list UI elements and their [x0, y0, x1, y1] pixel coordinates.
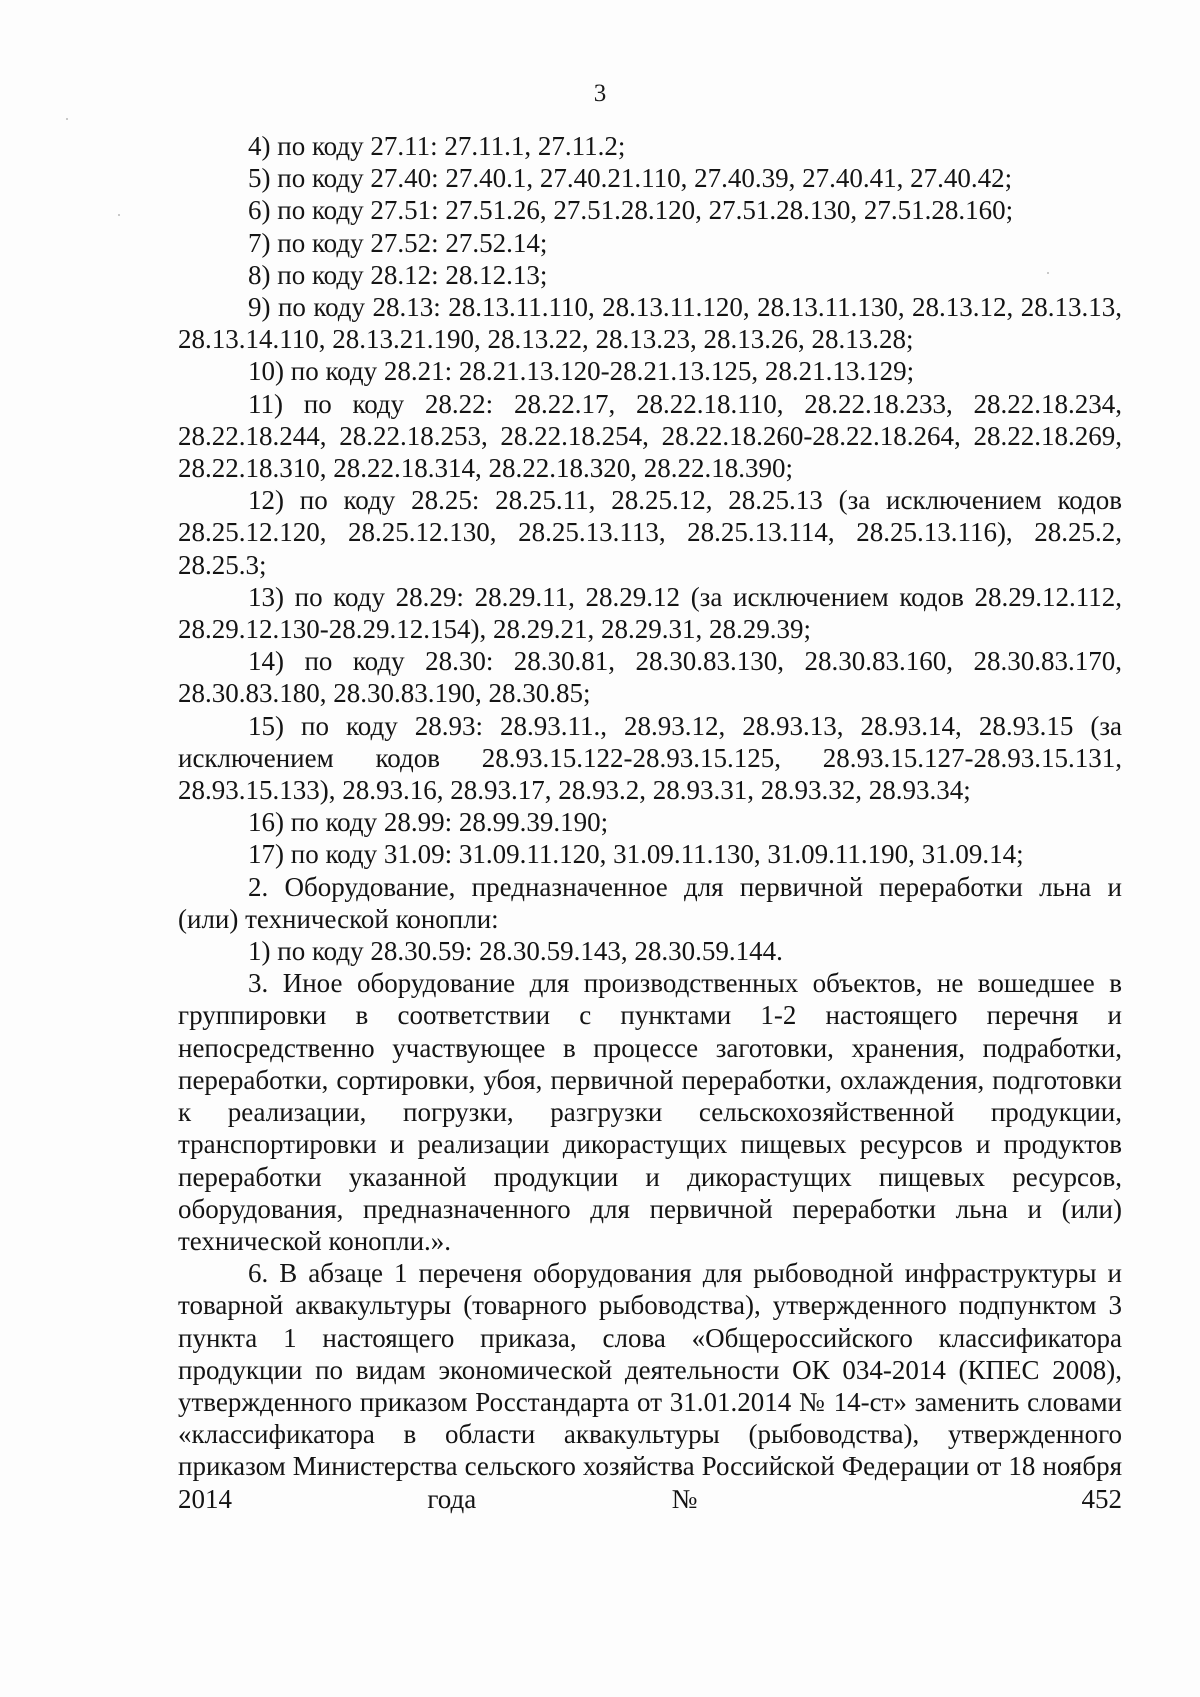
list-item: 13) по коду 28.29: 28.29.11, 28.29.12 (за исключением кодов 28.29.12.112, 28.29.12.130-28.29.12.154), 28.29.21, 28.29.31, 28.29.39;	[178, 581, 1122, 645]
list-item: 17) по коду 31.09: 31.09.11.120, 31.09.11.130, 31.09.11.190, 31.09.14;	[248, 839, 1024, 870]
list-item: 15) по коду 28.93: 28.93.11., 28.93.12, 28.93.13, 28.93.14, 28.93.15 (за исключением кодов 28.93.15.122-28.93.15.125, 28.93.15.127-28.93.15.131, 28.93.15.133), 28.93.16, 28.93.17, 28.93.2, 28.93.31, 28.93.32, 28.93.34;	[178, 710, 1122, 806]
page-number: 3	[593, 80, 607, 107]
list-item: 14) по коду 28.30: 28.30.81, 28.30.83.130, 28.30.83.160, 28.30.83.170, 28.30.83.180, 28.30.83.190, 28.30.85;	[178, 646, 1122, 709]
list-item: 6) по коду 27.51: 27.51.26, 27.51.28.120, 27.51.28.130, 27.51.28.160;	[248, 195, 1014, 226]
list-item: 4) по коду 27.11: 27.11.1, 27.11.2;	[248, 131, 626, 161]
list-item: 16) по коду 28.99: 28.99.39.190;	[248, 807, 609, 838]
list-item: 12) по коду 28.25: 28.25.11, 28.25.12, 28.25.13 (за исключением кодов 28.25.12.120, 28.25.12.130, 28.25.13.113, 28.25.13.114, 28.25.13.116), 28.25.2, 28.25.3;	[178, 485, 1122, 580]
list-item: 1) по коду 28.30.59: 28.30.59.143, 28.30.59.144.	[248, 936, 783, 967]
list-item: 8) по коду 28.12: 28.12.13;	[248, 259, 548, 290]
section-paragraph: 2. Оборудование, предназначенное для первичной переработки льна и (или) технической конопли:	[178, 871, 1122, 934]
scan-speck	[118, 214, 120, 216]
scan-speck	[66, 118, 68, 120]
list-item: 11) по коду 28.22: 28.22.17, 28.22.18.110, 28.22.18.233, 28.22.18.234, 28.22.18.244, 28.22.18.253, 28.22.18.254, 28.22.18.260-28.22.18.264, 28.22.18.269, 28.22.18.310, 28.22.18.314, 28.22.18.320, 28.22.18.390;	[178, 388, 1122, 484]
document-body	[178, 130, 1122, 1515]
section-paragraph: 3. Иное оборудование для производственных объектов, не вошедшее в группировки в соответствии с пунктами 1-2 настоящего перечня и непосредственно участвующее в процессе заготовки, хранения, подработки, переработки, сортировки, убоя, первичной переработки, охлаждения, подготовки к реализации, погрузки, разгрузки сельскохозяйственной продукции, транспортировки и реализации дикорастущих пищевых ресурсов и продуктов переработки указанной продукции и дикорастущих пищевых ресурсов, оборудования, предназначенного для первичной переработки льна и (или) технической конопли.».	[178, 968, 1122, 1256]
section-paragraph: 6. В абзаце 1 переченя оборудования для рыбоводной инфраструктуры и товарной аквакультуры (товарного рыбоводства), утвержденного подпунктом 3 пункта 1 настоящего приказа, слова «Общероссийского классификатора продукции по видам экономической деятельности ОК 034-2014 (КПЕС 2008), утвержденного приказом Росстандарта от 31.01.2014 № 14-ст» заменить словами «классификатора в области аквакультуры (рыбоводства), утвержденного приказом Министерства сельского хозяйства Российской Федерации от 18 ноября 2014 года № 452	[178, 1258, 1122, 1514]
list-item: 10) по коду 28.21: 28.21.13.120-28.21.13.125, 28.21.13.129;	[248, 356, 915, 387]
list-item: 9) по коду 28.13: 28.13.11.110, 28.13.11.120, 28.13.11.130, 28.13.12, 28.13.13, 28.13.14.110, 28.13.21.190, 28.13.22, 28.13.23, 28.13.26, 28.13.28;	[178, 292, 1122, 355]
list-item: 7) по коду 27.52: 27.52.14;	[248, 227, 548, 258]
list-item: 5) по коду 27.40: 27.40.1, 27.40.21.110, 27.40.39, 27.40.41, 27.40.42;	[248, 163, 1013, 194]
